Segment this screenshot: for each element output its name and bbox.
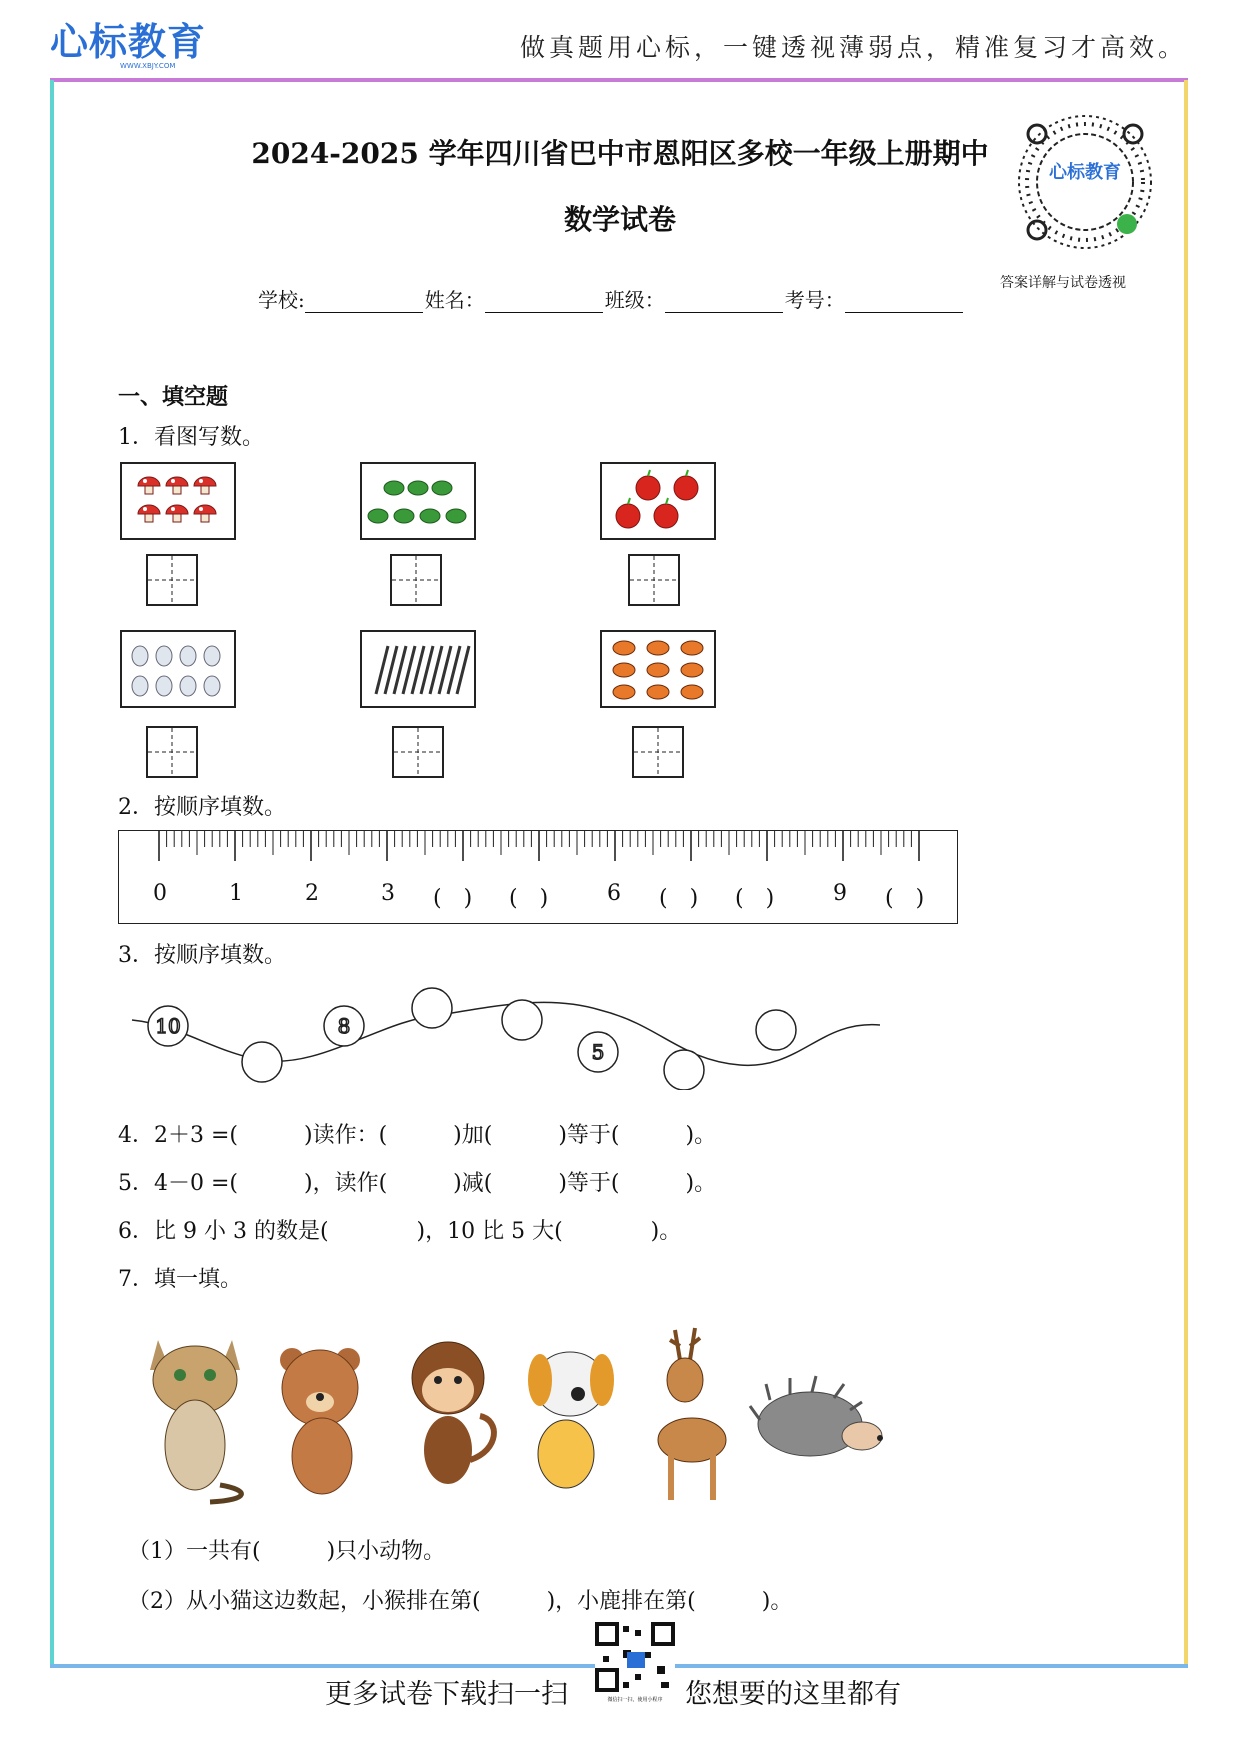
exam-title-line2: 数学试卷 bbox=[563, 203, 676, 236]
answer-box-rabbits[interactable] bbox=[146, 726, 198, 778]
picture-fish bbox=[600, 630, 716, 708]
cat-icon bbox=[150, 1340, 241, 1502]
monkey-icon bbox=[412, 1342, 494, 1484]
qr-code-bottom[interactable] bbox=[595, 1622, 675, 1702]
picture-rabbits bbox=[120, 630, 236, 708]
svg-text:8: 8 bbox=[337, 1014, 351, 1038]
student-info-row bbox=[258, 284, 965, 313]
ruler-label: 2 bbox=[305, 881, 319, 906]
qr-code-top[interactable] bbox=[1015, 112, 1155, 252]
ruler-label: 1 bbox=[229, 881, 243, 906]
bead-blank[interactable] bbox=[664, 1050, 704, 1090]
bead-blank[interactable] bbox=[242, 1042, 282, 1082]
bead bbox=[324, 1006, 364, 1046]
ruler-blank[interactable]: ( ) bbox=[735, 886, 775, 911]
info-class-label: 班级： bbox=[604, 288, 665, 312]
ruler-label: 0 bbox=[153, 881, 167, 906]
svg-text:10: 10 bbox=[155, 1014, 181, 1038]
ruler-label: 6 bbox=[607, 881, 621, 906]
info-name-blank[interactable] bbox=[485, 294, 603, 313]
bead-blank[interactable] bbox=[756, 1010, 796, 1050]
question-7: 7．填一填。 bbox=[118, 1267, 242, 1292]
info-id-blank[interactable] bbox=[845, 294, 963, 313]
brand-name: 心标教育 bbox=[50, 20, 207, 64]
ruler-blank[interactable]: ( ) bbox=[433, 886, 473, 911]
ruler-ticks bbox=[119, 831, 957, 871]
number-ruler bbox=[118, 830, 958, 924]
picture-apples bbox=[600, 462, 716, 540]
qr-top-label: 心标教育 bbox=[1049, 162, 1121, 183]
brand-site: WWW.XBJY.COM bbox=[120, 62, 176, 70]
bead-blank[interactable] bbox=[412, 988, 452, 1028]
footer-text-left: 更多试卷下载扫一扫 bbox=[325, 1679, 568, 1710]
hedgehog-icon bbox=[750, 1376, 883, 1456]
ruler-label: 3 bbox=[381, 881, 395, 906]
question-1: 1．看图写数。 bbox=[118, 425, 264, 450]
info-id-label: 考号： bbox=[784, 288, 845, 312]
question-3: 3．按顺序填数。 bbox=[118, 943, 286, 968]
ruler-blank[interactable]: ( ) bbox=[659, 886, 699, 911]
answer-box-frogs[interactable] bbox=[390, 554, 442, 606]
info-school-blank[interactable] bbox=[305, 294, 423, 313]
qr-top-caption: 答案详解与试卷透视 bbox=[1000, 275, 1126, 291]
bead bbox=[578, 1032, 618, 1072]
top-border-line bbox=[50, 78, 1188, 82]
exam-title-line1: 2024-2025 学年四川省巴中市恩阳区多校一年级上册期中 bbox=[251, 137, 989, 170]
picture-mushrooms bbox=[120, 462, 236, 540]
answer-box-mushrooms[interactable] bbox=[146, 554, 198, 606]
question-4: 4．2＋3 =( )读作：( )加( )等于( )。 bbox=[118, 1123, 717, 1148]
right-border-line bbox=[1184, 80, 1188, 1668]
bead-blank[interactable] bbox=[502, 1000, 542, 1040]
info-class-blank[interactable] bbox=[665, 294, 783, 313]
answer-box-apples[interactable] bbox=[628, 554, 680, 606]
question-2: 2．按顺序填数。 bbox=[118, 795, 286, 820]
svg-text:5: 5 bbox=[591, 1040, 605, 1064]
bead bbox=[148, 1006, 188, 1046]
bead-string bbox=[120, 980, 880, 1090]
answer-box-sticks[interactable] bbox=[392, 726, 444, 778]
question-5: 5．4－0 =( )，读作( )减( )等于( )。 bbox=[118, 1171, 717, 1196]
answer-box-fish[interactable] bbox=[632, 726, 684, 778]
question-7-part2: （2）从小猫这边数起，小猴排在第( )，小鹿排在第( )。 bbox=[128, 1589, 793, 1614]
section-title: 一、填空题 bbox=[118, 385, 229, 410]
ruler-blank[interactable]: ( ) bbox=[885, 886, 925, 911]
ruler-label: 9 bbox=[833, 881, 847, 906]
footer-text-right: 您想要的这里都有 bbox=[685, 1679, 901, 1710]
picture-frogs bbox=[360, 462, 476, 540]
question-6: 6．比 9 小 3 的数是( )，10 比 5 大( )。 bbox=[118, 1219, 682, 1244]
bear-icon bbox=[280, 1348, 360, 1494]
header-slogan: 做真题用心标，一键透视薄弱点，精准复习才高效。 bbox=[520, 33, 1188, 62]
deer-icon bbox=[658, 1328, 726, 1500]
qr-bottom-caption: 微信扫一扫，使用小程序 bbox=[607, 1697, 663, 1702]
ruler-blank[interactable]: ( ) bbox=[509, 886, 549, 911]
left-border-line bbox=[50, 80, 54, 1668]
question-7-part1: （1）一共有( )只小动物。 bbox=[128, 1539, 446, 1564]
picture-sticks bbox=[360, 630, 476, 708]
dog-icon bbox=[528, 1352, 614, 1488]
info-name-label: 姓名： bbox=[424, 288, 485, 312]
animals-row bbox=[140, 1320, 980, 1510]
brand-logo bbox=[50, 22, 210, 78]
info-school-label: 学校: bbox=[258, 288, 305, 312]
